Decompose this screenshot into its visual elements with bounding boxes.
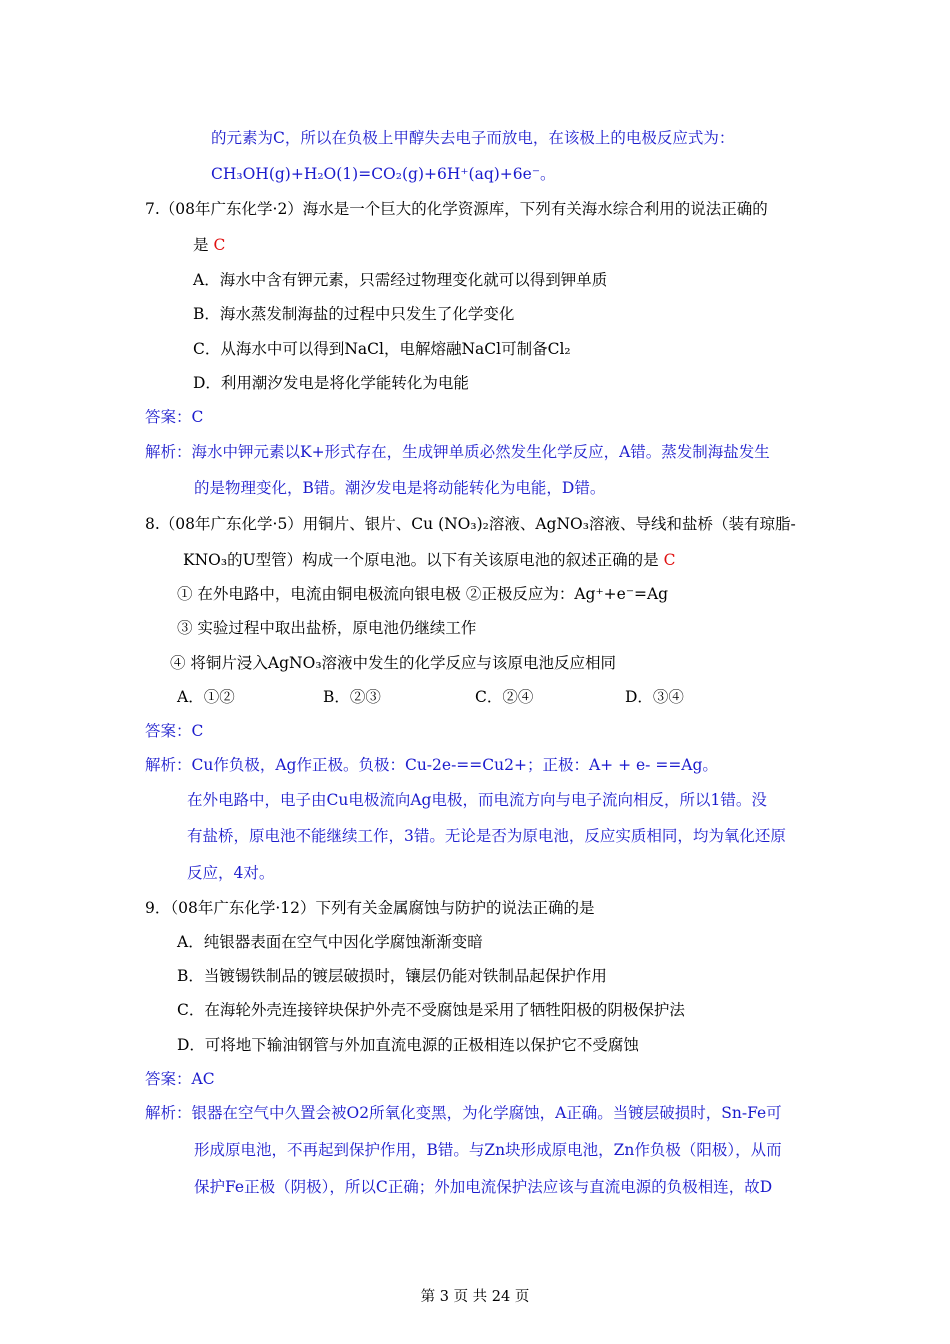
q9-option-c: C．在海轮外壳连接锌块保护外壳不受腐蚀是采用了牺牲阳极的阴极保护法	[177, 1001, 685, 1019]
q7-answer: 答案：C	[145, 408, 204, 426]
q7-option-d: D．利用潮汐发电是将化学能转化为电能	[193, 374, 469, 392]
q7-stem-line-1: 7.（08年广东化学·2）海水是一个巨大的化学资源库，下列有关海水综合利用的说法正确的	[145, 200, 768, 218]
q8-choices	[177, 687, 684, 707]
page-footer: 第 3 页 共 24 页	[420, 1289, 530, 1305]
q9-option-b: B．当镀锡铁制品的镀层破损时，镶层仍能对铁制品起保护作用	[177, 967, 607, 985]
q8-choice-a: A．①②	[177, 688, 235, 706]
q8-analysis-line-4: 反应，4对。	[187, 864, 275, 882]
q7-option-b: B．海水蒸发制海盐的过程中只发生了化学变化	[193, 305, 515, 323]
q9-stem: 9．（08年广东化学·12）下列有关金属腐蚀与防护的说法正确的是	[145, 899, 595, 917]
q7-analysis-line-1: 解析：海水中钾元素以K+形式存在，生成钾单质必然发生化学反应，A错。蒸发制海盐发生	[145, 443, 770, 461]
q8-statement-1-2: ① 在外电路中，电流由铜电极流向银电极 ②正极反应为：Ag⁺+e⁻=Ag	[177, 585, 669, 603]
q8-statement-4: ④ 将铜片浸入AgNO₃溶液中发生的化学反应与该原电池反应相同	[170, 654, 617, 672]
q8-statement-3: ③ 实验过程中取出盐桥，原电池仍继续工作	[177, 619, 477, 637]
intro-line-1: 的元素为C，所以在负极上甲醇失去电子而放电，在该极上的电极反应式为：	[211, 129, 735, 147]
q7-option-c: C．从海水中可以得到NaCl，电解熔融NaCl可制备Cl₂	[193, 340, 571, 358]
q8-stem-tail: KNO₃的U型管）构成一个原电池。以下有关该原电池的叙述正确的是	[183, 551, 659, 569]
q8-choice-d: D．③④	[625, 688, 684, 706]
q7-stem-tail: 是	[193, 236, 209, 254]
q9-analysis-line-3: 保护Fe正极（阴极），所以C正确；外加电流保护法应该与直流电源的负极相连，故D	[194, 1178, 773, 1196]
q8-choice-b: B．②③	[323, 688, 381, 706]
q8-analysis-line-1: 解析：Cu作负极，Ag作正极。负极：Cu-2e-==Cu2+；正极：A+ + e- ==Ag。	[145, 756, 718, 774]
q9-option-a: A．纯银器表面在空气中因化学腐蚀渐渐变暗	[177, 933, 483, 951]
q8-analysis-line-3: 有盐桥，原电池不能继续工作，3错。无论是否为原电池，反应实质相同，均为氧化还原	[187, 827, 786, 845]
q7-stem-line-2	[193, 235, 225, 255]
q9-analysis-line-1: 解析：银器在空气中久置会被O2所氧化变黑，为化学腐蚀，A正确。当镀层破损时，Sn-Fe可	[145, 1104, 782, 1122]
q9-option-d: D．可将地下输油钢管与外加直流电源的正极相连以保护它不受腐蚀	[177, 1036, 639, 1054]
q8-answer: 答案：C	[145, 722, 204, 740]
q7-inline-answer: C	[213, 236, 226, 254]
q8-stem-line-1: 8.（08年广东化学·5）用铜片、银片、Cu (NO₃)₂溶液、AgNO₃溶液、导线和盐桥（装有琼脂-	[145, 515, 796, 533]
q7-option-a: A．海水中含有钾元素，只需经过物理变化就可以得到钾单质	[193, 271, 608, 289]
q8-inline-answer: C	[663, 551, 676, 569]
q8-choice-c: C．②④	[475, 688, 534, 706]
intro-line-2: CH₃OH(g)+H₂O(1)=CO₂(g)+6H⁺(aq)+6e⁻。	[211, 165, 556, 183]
q7-analysis-line-2: 的是物理变化，B错。潮汐发电是将动能转化为电能，D错。	[194, 479, 606, 497]
q8-stem-line-2	[183, 550, 675, 570]
q9-answer: 答案：AC	[145, 1070, 215, 1088]
q8-analysis-line-2: 在外电路中，电子由Cu电极流向Ag电极，而电流方向与电子流向相反，所以1错。没	[187, 791, 767, 809]
q9-analysis-line-2: 形成原电池，不再起到保护作用，B错。与Zn块形成原电池，Zn作负极（阳极），从而	[194, 1141, 782, 1159]
